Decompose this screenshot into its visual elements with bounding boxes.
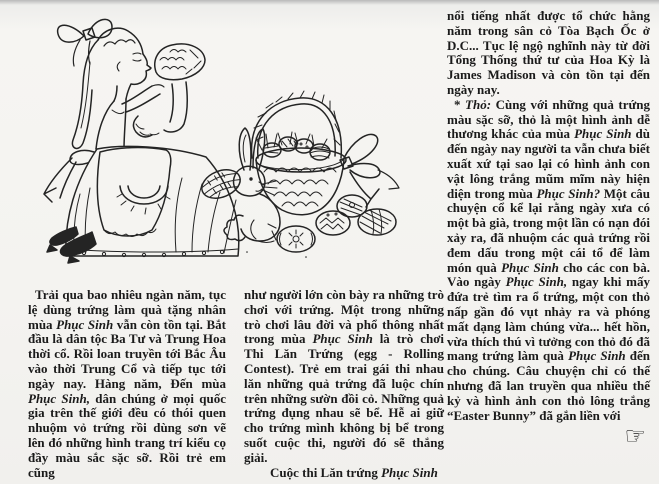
italic-term: Phục Sinh? <box>536 185 601 201</box>
text-run: * <box>454 96 466 112</box>
text-run: Cùng với những quả trứng màu sặc sỡ, thỏ là một hình ảnh dễ thương khác của mùa <box>447 96 650 142</box>
italic-term: Phục Sinh <box>574 126 632 142</box>
text-run: ngay khi mấy đứa trẻ tìm ra ổ trứng, một con thỏ nấp gần đó vụt nhảy ra và phóng mất dạng làm chúng vừa... hết hồn, vừa thích thú vì tưởng con thỏ đó đã mang trứng làm quà <box>447 274 650 364</box>
article-column-left <box>28 288 226 480</box>
text-run: dân chúng ở mọi quốc gia trên thế giới đều có thói quen nhuộm vỏ trứng rồi dùng sơn vẽ lên đó những hình trang trí kiểu cọ đầy màu sắc sặc sỡ. Rồi trẻ em cũng <box>28 390 226 480</box>
italic-term: Phục Sinh <box>568 348 626 364</box>
paragraph <box>447 98 650 424</box>
easter-illustration-drawing <box>0 0 440 280</box>
text-run: cho các con bà. Vào ngày <box>447 259 650 290</box>
italic-term: Phục Sinh <box>501 259 559 275</box>
girl-with-egg-illustration <box>44 19 239 263</box>
italic-term: Phục Sinh, <box>28 390 90 406</box>
article-column-middle <box>244 288 444 480</box>
easter-illustration <box>0 0 440 280</box>
text-run: nổi tiếng nhất được tổ chức hằng năm trong sân cỏ Tòa Bạch Ốc ở D.C... Tục lệ ngộ nghĩnh này từ đời Tổng Thống thứ tư của Hoa Kỳ là James Madison và còn tồn tại đến ngày nay. <box>447 8 650 97</box>
text-run: dù đến ngày nay người ta vẫn chưa biết xuất xứ tại sao lại có hình ảnh con vật lông trắng mũm mĩm này hiện diện trong mùa <box>447 126 650 201</box>
text-run: như người lớn còn bày ra những trò chơi với trứng. Một trong những trò chơi lâu đời và phổ thông nhất trong mùa <box>244 287 444 347</box>
italic-term: Phục Sinh <box>381 464 438 480</box>
article-column-right <box>447 8 651 451</box>
text-run: vẫn còn tồn tại. Bắt đầu là dân tộc Ba Tư và Trung Hoa thời cổ. Rồi loan truyền tới Bắc Âu vào thời Trung Cổ và tiếp tục tới ngày nay. Hàng năm, Đến mùa <box>28 316 227 391</box>
paragraph <box>447 9 650 98</box>
paragraph <box>244 466 444 481</box>
italic-term: Phục Sinh, <box>505 274 568 290</box>
text-run: Trải qua bao nhiêu ngàn năm, tục lệ dùng trứng làm quà tặng nhân mùa <box>28 287 226 332</box>
italic-term: Phục Sinh <box>312 331 373 347</box>
text-run: Cuộc thi Lăn trứng <box>270 464 382 480</box>
pointing-hand-icon: ☞ <box>624 422 646 451</box>
italic-term: Phục Sinh <box>56 316 114 332</box>
text-run: đến cho chúng. Câu chuyện chỉ có thế nhưng đã lan truyền qua nhiều thế kỷ và hình ảnh con thỏ lông trắng “Easter Bunny” đã gắn liền với <box>447 348 651 423</box>
egg-basket-with-bow-illustration <box>252 91 399 215</box>
paragraph <box>28 288 226 480</box>
italic-term: Thỏ: <box>465 96 492 112</box>
paragraph <box>244 288 444 466</box>
text-run: Một câu chuyện cổ kể lại rằng ngày xưa có một bà già, trong một lần có nạn đói xảy ra, đã nhuộm các quả trứng rồi đem dấu trong một cái tổ để làm món quà <box>447 185 650 275</box>
text-run: là trò chơi Thi Lăn Trứng (egg - Rolling Contest). Trẻ em trai gái thi nhau lăn những quả trứng đã luộc chín trên những sườn đồi cỏ. Những quả trứng đụng nhau sẽ bể. Hễ ai giữ cho trứng mình không bị bể trong suốt cuộc thi, người đó sẽ thắng giải. <box>244 331 444 465</box>
